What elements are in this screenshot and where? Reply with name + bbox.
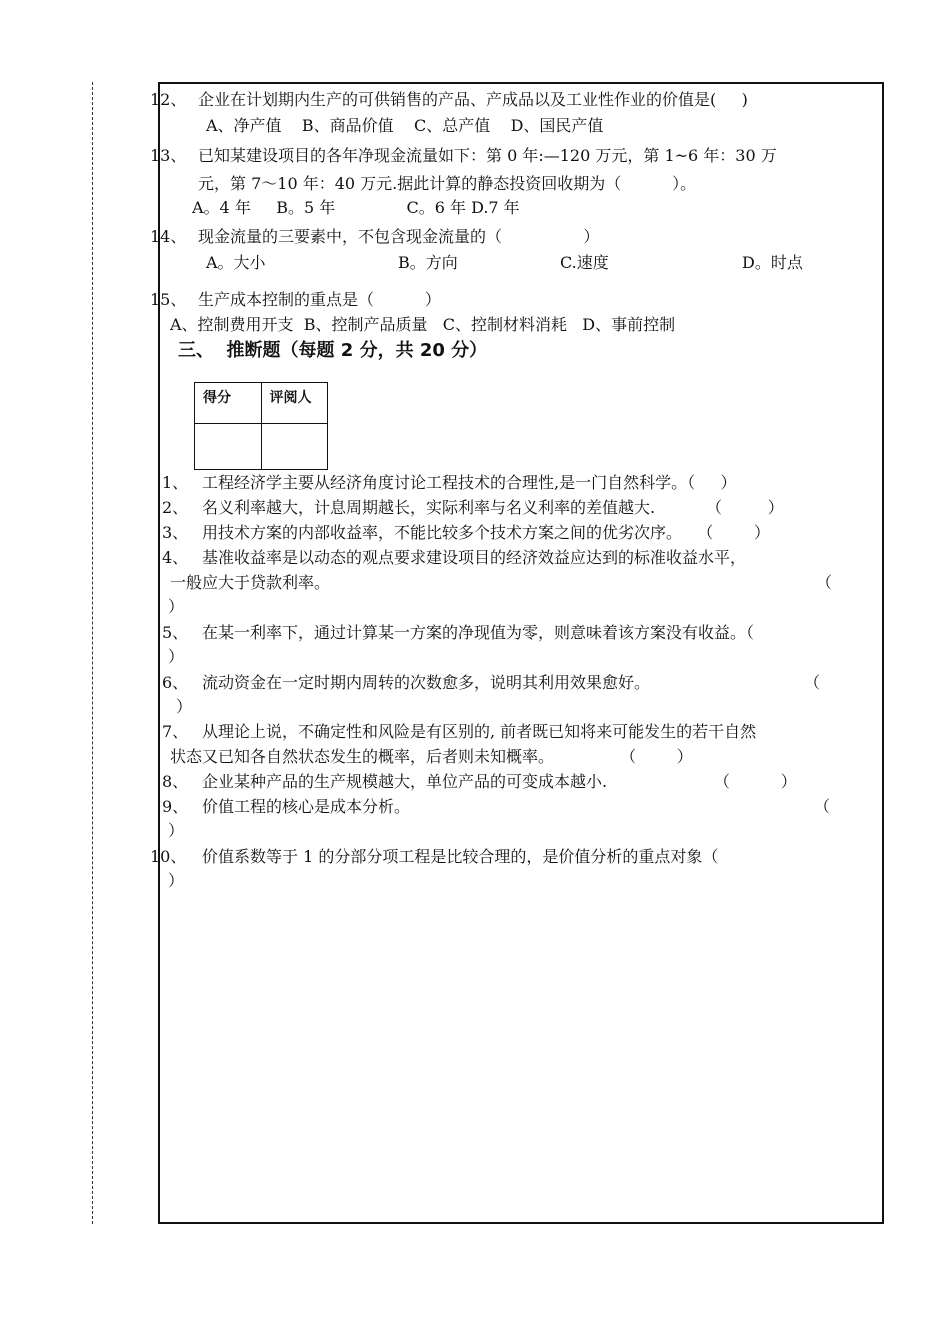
tf-text: 企业某种产品的生产规模越大，单位产品的可变成本越小. （ ） — [202, 772, 797, 791]
score-table — [194, 382, 328, 470]
answer-paren-close: ） — [168, 871, 185, 890]
question-stem: 企业在计划期内生产的可供销售的产品、产成品以及工业性作业的价值是( ) — [198, 90, 748, 109]
reviewer-cell — [261, 423, 328, 469]
answer-paren-close: ） — [168, 647, 185, 666]
question-options: A、控制费用开支 B、控制产品质量 C、控制材料消耗 D、事前控制 — [170, 315, 676, 334]
option-c: C.速度 — [560, 253, 609, 272]
tf-text: 价值系数等于 1 的分部分项工程是比较合理的，是价值分析的重点对象（ — [202, 847, 719, 866]
option-a: A。大小 — [206, 253, 266, 272]
binding-cut-line — [92, 82, 93, 1224]
tf-number: 3、 — [162, 523, 189, 542]
tf-text: 用技术方案的内部收益率，不能比较多个技术方案之间的优劣次序。 （ ） — [202, 523, 770, 542]
tf-number: 8、 — [162, 772, 189, 791]
tf-text: 工程经济学主要从经济角度讨论工程技术的合理性,是一门自然科学。（ ） — [202, 473, 737, 492]
tf-text-continued: 一般应大于贷款利率。 — [170, 573, 331, 592]
question-options: A、净产值 B、商品价值 C、总产值 D、国民产值 — [206, 116, 604, 135]
tf-text: 从理论上说，不确定性和风险是有区别的, 前者既已知将来可能发生的若干自然 — [202, 722, 757, 741]
score-label: 得分 — [195, 383, 262, 424]
tf-number: 7、 — [162, 722, 189, 741]
tf-text: 基准收益率是以动态的观点要求建设项目的经济效益应达到的标准收益水平， — [202, 548, 747, 567]
tf-text: 价值工程的核心是成本分析。 — [202, 797, 411, 816]
tf-text-continued: 状态又已知各自然状态发生的概率，后者则未知概率。 （ ） — [170, 747, 693, 766]
answer-paren-close: ） — [168, 597, 185, 616]
answer-paren-close: ） — [176, 697, 193, 716]
question-number: 12、 — [150, 90, 187, 109]
option-d: D。时点 — [742, 253, 803, 272]
tf-text: 名义利率越大，计息周期越长，实际利率与名义利率的差值越大. （ ） — [202, 498, 784, 517]
question-stem: 已知某建设项目的各年净现金流量如下：第 0 年:—120 万元，第 1~6 年：30 万 — [198, 146, 777, 165]
section-title: 三、 推断题（每题 2 分，共 20 分） — [178, 340, 488, 361]
tf-text: 流动资金在一定时期内周转的次数愈多，说明其利用效果愈好。 — [202, 673, 651, 692]
answer-paren-close: ） — [168, 821, 185, 840]
question-stem: 生产成本控制的重点是（ ） — [198, 290, 441, 309]
tf-number: 6、 — [162, 673, 189, 692]
tf-number: 1、 — [162, 473, 189, 492]
question-stem: 现金流量的三要素中，不包含现金流量的（ ） — [198, 227, 600, 246]
score-cell — [195, 423, 262, 469]
tf-number: 9、 — [162, 797, 189, 816]
question-number: 15、 — [150, 290, 187, 309]
tf-number: 4、 — [162, 548, 189, 567]
question-stem-continued: 元，第 7～10 年：40 万元.据此计算的静态投资回收期为（ ）。 — [198, 174, 697, 193]
tf-number: 5、 — [162, 623, 189, 642]
question-number: 13、 — [150, 146, 187, 165]
tf-number: 2、 — [162, 498, 189, 517]
tf-number: 10、 — [150, 847, 187, 866]
question-number: 14、 — [150, 227, 187, 246]
reviewer-label: 评阅人 — [261, 383, 328, 424]
answer-paren-open: （ — [804, 673, 821, 692]
question-options: A。4 年 B。5 年 C。6 年 D.7 年 — [192, 198, 520, 217]
option-b: B。方向 — [398, 253, 458, 272]
tf-text: 在某一利率下，通过计算某一方案的净现值为零，则意味着该方案没有收益。（ — [202, 623, 755, 642]
answer-paren-open: （ — [816, 573, 833, 592]
answer-paren-open: （ — [814, 797, 831, 816]
